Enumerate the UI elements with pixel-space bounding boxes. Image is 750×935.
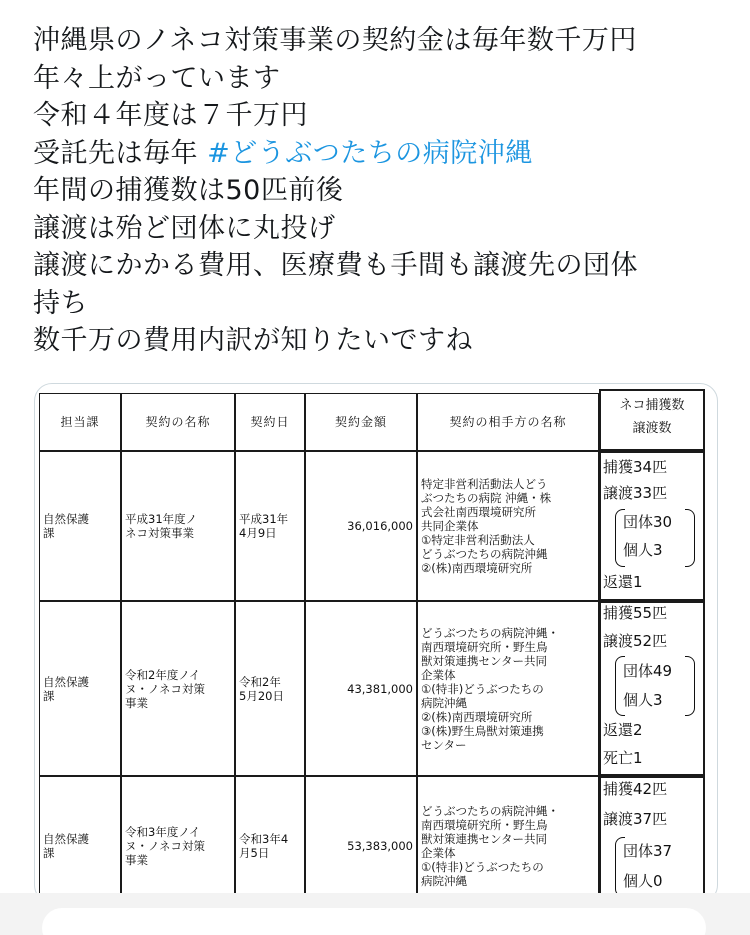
row3-name: 令和3年度ノイ ヌ・ノネコ対策 事業	[121, 776, 235, 903]
tweet-text	[33, 22, 723, 360]
row2-group: 団体49	[623, 662, 673, 680]
row1-returned: 返還1	[603, 573, 643, 591]
reply-input[interactable]	[42, 908, 706, 935]
row3-group: 団体37	[623, 842, 673, 860]
tweet-line: 譲渡にかかる費用、医療費も手間も譲渡先の団体	[33, 250, 638, 281]
tweet-line: 数千万の費用内訳が知りたいですね	[33, 325, 473, 356]
header-amount: 契約金額	[305, 393, 417, 451]
tweet-line: 譲渡は殆ど団体に丸投げ	[33, 212, 336, 244]
header-transfer: 譲渡数	[632, 421, 672, 436]
header-capture-cell	[599, 389, 705, 451]
row1-individual: 個人3	[623, 541, 663, 559]
row2-returned: 返還2	[603, 721, 643, 739]
row1-group: 団体30	[623, 513, 673, 531]
row1-date: 平成31年 4月9日	[235, 451, 305, 601]
row2-dept: 自然保護 課	[39, 601, 121, 776]
tweet-line: 令和４年度は７千万円	[33, 100, 308, 131]
header-capture: ネコ捕獲数	[619, 398, 685, 413]
row2-bracket-right	[685, 656, 695, 716]
row2-date: 令和2年 5月20日	[235, 601, 305, 776]
row2-amount: 43,381,000	[305, 601, 417, 776]
tweet-line-prefix: 受託先は毎年	[33, 137, 208, 169]
hashtag-link[interactable]: #どうぶつたちの病院沖縄	[207, 137, 533, 169]
row3-date: 令和3年4 月5日	[235, 776, 305, 903]
header-party: 契約の相手方の名称	[417, 393, 599, 451]
row3-individual: 個人0	[623, 872, 663, 890]
tweet-line: 年々上がっています	[33, 62, 281, 94]
row2-individual: 個人3	[623, 691, 663, 709]
row3-amount: 53,383,000	[305, 776, 417, 903]
tweet-line: 沖縄県のノネコ対策事業の契約金は毎年数千万円	[33, 25, 637, 56]
contract-table	[35, 384, 718, 903]
row2-party: どうぶつたちの病院沖縄・ 南西環境研究所・野生鳥 獣対策連携センター共同 企業体 ①(特非)どうぶつたちの 病院沖縄 ②(株)南西環境研究所 ③(株)野生鳥獣対策連携 センター	[417, 601, 599, 776]
row1-amount: 36,016,000	[305, 451, 417, 601]
header-date: 契約日	[235, 393, 305, 451]
row1-name: 平成31年度ノ ネコ対策事業	[121, 451, 235, 601]
row3-dept: 自然保護 課	[39, 776, 121, 903]
row2-transfer: 譲渡52匹	[603, 632, 668, 650]
header-dept: 担当課	[39, 393, 121, 451]
tweet-line: 年間の捕獲数は50匹前後	[33, 175, 344, 206]
row2-died: 死亡1	[603, 749, 643, 767]
tweet-line	[33, 135, 723, 173]
tweet-line: 持ち	[33, 287, 88, 319]
row1-capture: 捕獲34匹	[603, 458, 668, 476]
row3-party: どうぶつたちの病院沖縄・ 南西環境研究所・野生鳥 獣対策連携センター共同 企業体 ①(特非)どうぶつたちの 病院沖縄	[417, 776, 599, 903]
tweet-media-image[interactable]	[34, 383, 718, 903]
row2-name: 令和2年度ノイ ヌ・ノネコ対策 事業	[121, 601, 235, 776]
row1-party: 特定非営利活動法人どう ぶつたちの病院 沖縄・株 式会社南西環境研究所 共同企業体 ①特定非営利活動法人 どうぶつたちの病院沖縄 ②(株)南西環境研究所	[417, 451, 599, 601]
row3-capture: 捕獲42匹	[603, 780, 668, 798]
row2-capture: 捕獲55匹	[603, 604, 668, 622]
header-contract-name: 契約の名称	[121, 393, 235, 451]
row1-transfer: 譲渡33匹	[603, 484, 668, 502]
row3-transfer: 譲渡37匹	[603, 810, 668, 828]
row1-bracket-right	[685, 509, 695, 567]
row1-dept: 自然保護 課	[39, 451, 121, 601]
